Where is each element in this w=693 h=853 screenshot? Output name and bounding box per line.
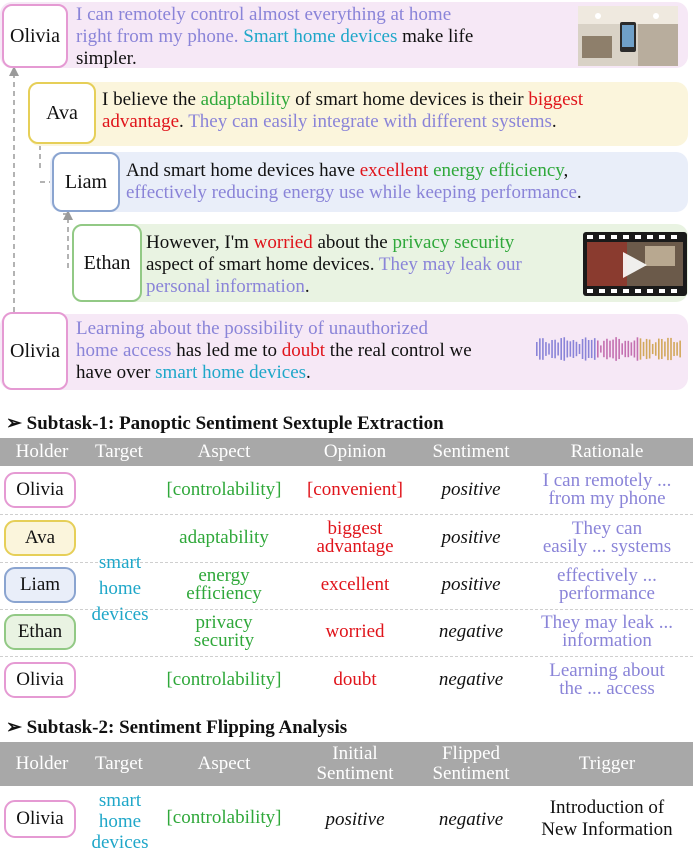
- s1-rationale-3: They may leak ... information: [541, 612, 673, 651]
- waveform-bar: [652, 344, 654, 354]
- waveform-bar: [603, 341, 605, 357]
- speaker-olivia-2: Olivia: [2, 312, 68, 390]
- s1-holder-2: Liam: [4, 567, 76, 603]
- subtask2-title: ➢ Subtask-2: Sentiment Flipping Analysis: [6, 717, 348, 738]
- s2-aspect: [controlability]: [166, 807, 282, 828]
- s2-header-target: Target: [95, 753, 143, 774]
- header-target: Target: [95, 441, 143, 462]
- waveform-bar: [634, 341, 636, 358]
- waveform-bar: [670, 338, 672, 360]
- s1-opinion-1: biggest advantage: [316, 518, 394, 557]
- audio-waveform-icon: [536, 334, 684, 364]
- s2-header-holder: Holder: [15, 753, 69, 774]
- waveform-bar: [554, 340, 556, 359]
- header-opinion: Opinion: [323, 441, 387, 462]
- s1-rationale-2: effectively ... performance: [557, 565, 657, 604]
- waveform-bar: [618, 339, 620, 359]
- utterance-3-text: And smart home devices have excellent energy efficiency, effectively reducing energy use while keeping performance.: [126, 160, 582, 203]
- s1-sentiment-3: negative: [438, 621, 504, 642]
- utterance-2-text: I believe the adaptability of smart home devices is their biggest advantage. They can easily integrate with different systems.: [102, 89, 584, 132]
- waveform-bar: [606, 339, 608, 359]
- s2-trigger: Introduction of New Information: [541, 797, 673, 840]
- subtask1-target-cell: smart home devices: [91, 552, 149, 625]
- speaker-olivia-1: Olivia: [2, 4, 68, 68]
- s1-sentiment-0: positive: [441, 479, 501, 500]
- s1-row-divider: [0, 656, 693, 657]
- s2-flipped-sentiment: negative: [438, 809, 504, 830]
- waveform-bar: [597, 340, 599, 357]
- s1-aspect-4: [controlability]: [166, 669, 282, 690]
- waveform-bar: [542, 338, 544, 360]
- waveform-bar: [649, 340, 651, 359]
- waveform-bar: [612, 340, 614, 359]
- video-thumbnail-icon: [583, 232, 687, 296]
- waveform-bar: [539, 338, 541, 359]
- s1-opinion-4: doubt: [333, 669, 377, 690]
- waveform-bar: [664, 342, 666, 357]
- waveform-bar: [679, 341, 681, 358]
- s2-header-trigger: Trigger: [578, 753, 636, 774]
- waveform-bar: [570, 341, 572, 356]
- s1-sentiment-1: positive: [441, 527, 501, 548]
- waveform-bar: [643, 342, 645, 356]
- s1-holder-3: Ethan: [4, 614, 76, 650]
- waveform-bar: [576, 342, 578, 356]
- waveform-bar: [545, 342, 547, 356]
- waveform-bar: [661, 339, 663, 359]
- s1-opinion-0: [convenient]: [306, 479, 403, 500]
- waveform-bar: [573, 340, 575, 358]
- waveform-bar: [667, 338, 669, 360]
- s1-aspect-2: energy efficiency: [186, 565, 262, 604]
- speaker-liam: Liam: [52, 152, 120, 212]
- utterance-1-text: I can remotely control almost everything at home right from my phone. Smart home devices make life simpler.: [76, 4, 474, 69]
- s1-holder-0: Olivia: [4, 472, 76, 508]
- waveform-bar: [551, 340, 553, 358]
- waveform-bar: [631, 342, 633, 355]
- speaker-ethan: Ethan: [72, 224, 142, 302]
- s2-header-aspect: Aspect: [197, 753, 251, 774]
- waveform-bar: [591, 340, 593, 358]
- header-sentiment: Sentiment: [432, 441, 510, 462]
- header-aspect: Aspect: [197, 441, 251, 462]
- s1-aspect-3: privacy security: [193, 612, 255, 651]
- s2-target: smart home devices: [91, 790, 149, 853]
- subtask1-title: ➢ Subtask-1: Panoptic Sentiment Sextuple Extraction: [6, 413, 444, 434]
- s2-holder-olivia: Olivia: [4, 800, 76, 838]
- s1-rationale-1: They can easily ... systems: [542, 518, 672, 557]
- s1-holder-1: Ava: [4, 520, 76, 556]
- s2-header-initial-sentiment: Initial Sentiment: [316, 743, 394, 784]
- waveform-bar: [655, 342, 657, 355]
- s1-rationale-4: Learning about the ... access: [549, 660, 665, 699]
- s1-sentiment-4: negative: [438, 669, 504, 690]
- header-rationale: Rationale: [570, 441, 644, 462]
- utterance-4-text: However, I'm worried about the privacy security aspect of smart home devices. They may leak our personal information.: [146, 232, 522, 297]
- waveform-bar: [536, 342, 538, 356]
- waveform-bar: [567, 341, 569, 358]
- waveform-bar: [658, 339, 660, 360]
- speaker-ava: Ava: [28, 82, 96, 144]
- waveform-bar: [628, 341, 630, 357]
- s1-sentiment-2: positive: [441, 574, 501, 595]
- s1-opinion-2: excellent: [320, 574, 390, 595]
- smart-home-photo: [578, 6, 678, 66]
- waveform-bar: [609, 341, 611, 358]
- waveform-bar: [637, 337, 639, 360]
- waveform-bar: [588, 340, 590, 358]
- waveform-bar: [624, 341, 626, 357]
- waveform-bar: [646, 339, 648, 359]
- waveform-bar: [560, 338, 562, 360]
- header-holder: Holder: [15, 441, 69, 462]
- s1-aspect-1: adaptability: [179, 527, 269, 548]
- waveform-bar: [563, 337, 565, 361]
- waveform-bar: [621, 343, 623, 354]
- waveform-bar: [585, 337, 587, 360]
- s1-rationale-0: I can remotely ... from my phone: [542, 470, 672, 509]
- s1-row-divider: [0, 514, 693, 515]
- s1-holder-4: Olivia: [4, 662, 76, 698]
- waveform-bar: [557, 343, 559, 356]
- waveform-bar: [673, 342, 675, 356]
- waveform-bar: [579, 344, 581, 354]
- waveform-bar: [600, 345, 602, 352]
- waveform-bar: [640, 338, 642, 359]
- waveform-bar: [615, 337, 617, 361]
- s1-opinion-3: worried: [325, 621, 385, 642]
- s2-header-flipped-sentiment: Flipped Sentiment: [432, 743, 510, 784]
- waveform-bar: [548, 343, 550, 354]
- utterance-5-text: Learning about the possibility of unauthorized home access has led me to doubt the real control we have over smart home devices.: [76, 318, 472, 383]
- s2-initial-sentiment: positive: [325, 809, 385, 830]
- waveform-bar: [582, 339, 584, 359]
- waveform-bar: [676, 342, 678, 355]
- waveform-bar: [594, 338, 596, 360]
- s1-aspect-0: [controlability]: [166, 479, 282, 500]
